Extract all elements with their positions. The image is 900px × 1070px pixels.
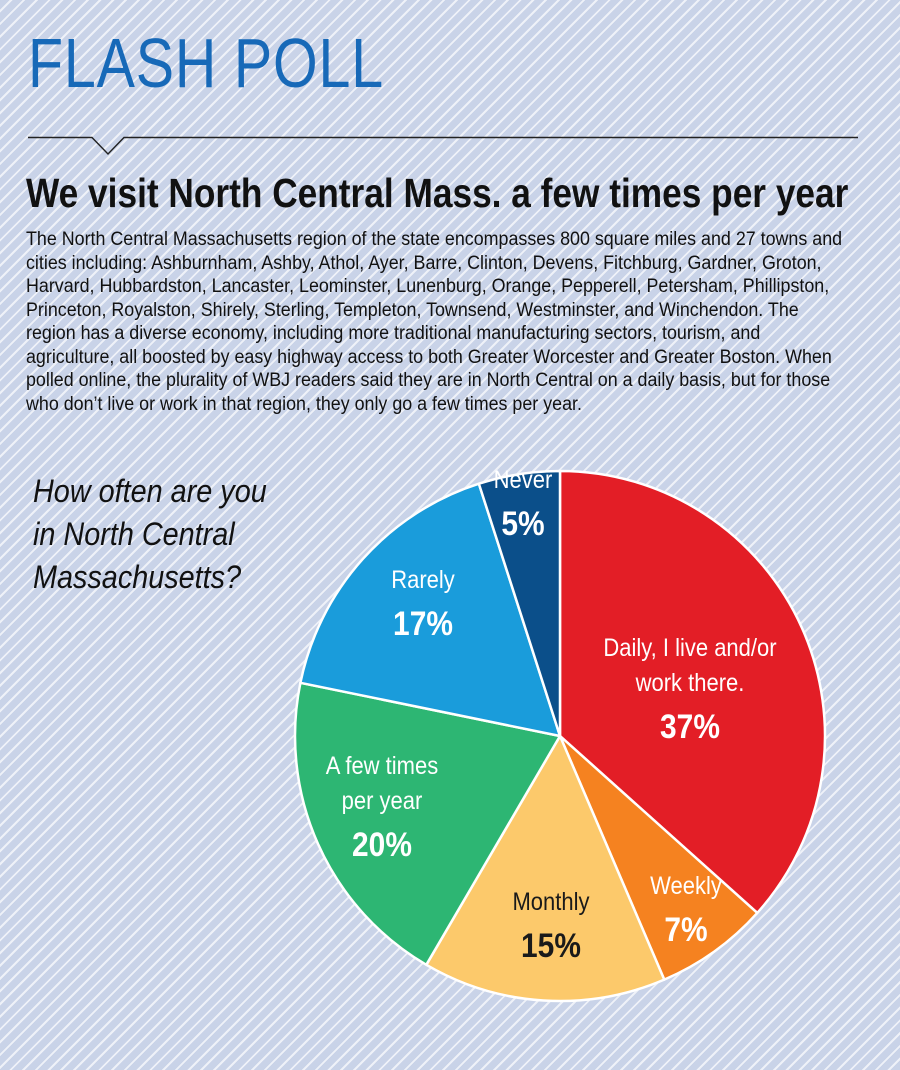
headline: We visit North Central Mass. a few times per year — [26, 170, 849, 216]
slice-category-label: Monthly — [512, 887, 590, 916]
slice-label-never — [494, 466, 553, 543]
slice-category-label: per year — [341, 786, 423, 815]
poll-banner-title: FLASH POLL — [28, 24, 384, 102]
slice-category-label: Daily, I live and/or — [603, 633, 777, 662]
slice-label-monthly — [513, 888, 590, 965]
chart-question: How often are you in North Central Massachusetts? — [33, 473, 267, 595]
slice-category-label: Rarely — [391, 565, 455, 594]
slice-value-label: 17% — [393, 604, 453, 643]
slice-label-rarely — [391, 566, 455, 643]
slice-value-label: 5% — [501, 504, 545, 543]
slice-value-label: 15% — [521, 926, 581, 965]
slice-value-label: 7% — [664, 910, 708, 949]
slice-category-label: Never — [493, 465, 553, 494]
slice-value-label: 20% — [352, 825, 412, 864]
slice-category-label: work there. — [635, 668, 745, 697]
slice-value-label: 37% — [660, 707, 720, 746]
slice-category-label: Weekly — [650, 871, 722, 900]
intro-paragraph: The North Central Massachusetts region of the state encompasses 800 square miles and 27 towns and cities including: Ashburnham, Ashby, Athol, Ayer, Barre, Clinton, Devens, Fitchburg, Gardner, Groton, Harvard, Hubbardston, Lancaster, Leominster, Lunenburg, Orange, Pepperell, Petersham, Phillipston, Princeton, Royalston, Shirely, Sterling, Templeton, Townsend, Westminster, and Winchendon. The region has a diverse economy, including more traditional manufacturing sectors, tourism, and agriculture, all boosted by easy highway access to both Greater Worcester and Greater Boston. When polled online, the plurality of WBJ readers said they are in North Central on a daily basis, but for those who don’t live or work in that region, they only go a few times per year. — [26, 229, 843, 415]
slice-category-label: A few times — [325, 751, 439, 780]
